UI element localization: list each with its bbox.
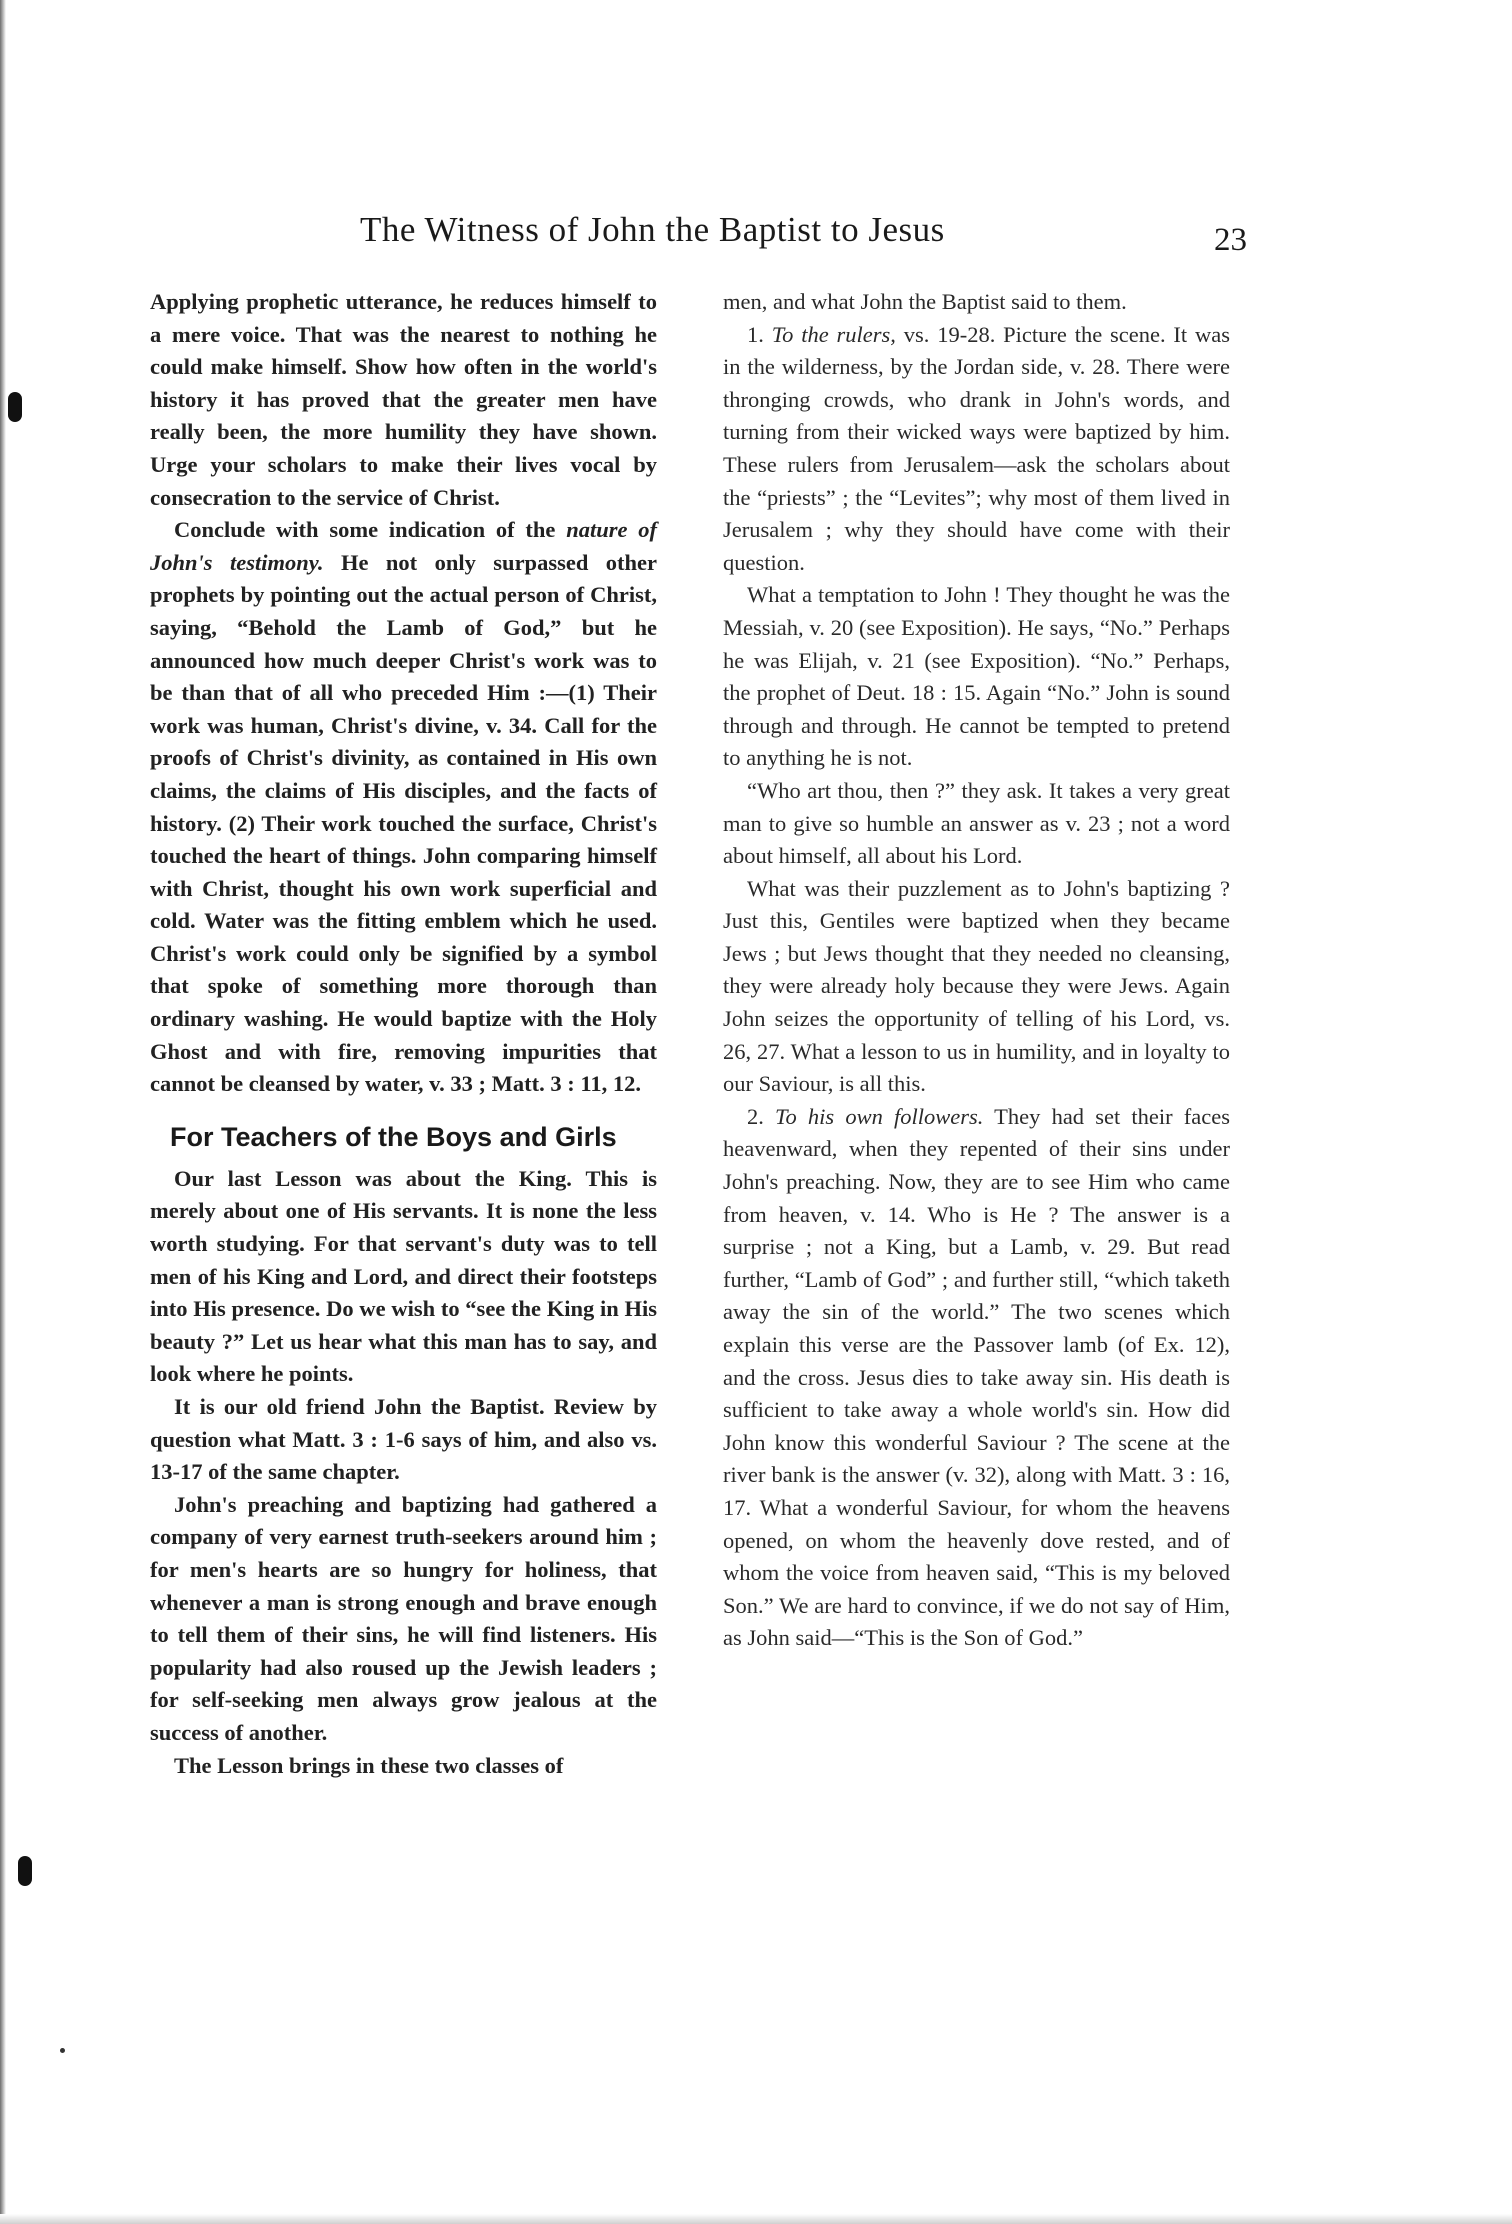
scan-edge-shadow [0, 0, 6, 2224]
emphasis-text: To his own followers. [775, 1103, 984, 1129]
paragraph [723, 1101, 1230, 1655]
paragraph: Applying prophetic utterance, he reduces himself to a mere voice. That was the nearest to nothing he could make himself. Show how often in the world's history it has proved that the greater men have really been, the more humility they have shown. Urge your scholars to make their lives vocal by consecration to the service of Christ. [150, 289, 657, 510]
paragraph-text: They had set their faces heavenward, when they repented of their sins under John's preaching. Now, they are to see Him who came from heaven, v. 14. Who is He ? The answer is a surprise ; not a King, but a Lamb, v. 29. But read further, “Lamb of God” ; and further still, “which taketh away the sin of the world.” The two scenes which explain this verse are the Passover lamb (of Ex. 12), and the cross. Jesus dies to take away sin. His death is sufficient to take away a whole world's sin. How did John know this wonderful Saviour ? The scene at the river bank is the answer (v. 32), along with Matt. 3 : 16, 17. What a wonderful Saviour, for whom the heavens opened, on whom the heavenly dove rested, and of whom the voice from heaven said, “This is my beloved Son.” We are hard to convince, if we do not say of Him, as John said—“This is the Son of God.” [723, 1103, 1230, 1651]
paragraph-lead: 1. [747, 321, 764, 347]
paragraph: It is our old friend John the Baptist. Review by question what Matt. 3 : 1-6 says of him, and also vs. 13-17 of the same chapter. [150, 1394, 657, 1485]
paragraph [723, 319, 1230, 580]
page-number: 23 [1214, 222, 1247, 258]
paragraph: What was their puzzlement as to John's baptizing ? Just this, Gentiles were baptized when they became Jews ; but Jews thought that they needed no cleansing, they were already holy because they were Jews. Again John seizes the opportunity of telling of his Lord, vs. 26, 27. What a lesson to us in humility, and in loyalty to our Saviour, is all this. [723, 875, 1230, 1097]
running-title: The Witness of John the Baptist to Jesus [360, 210, 945, 249]
emphasis-text: To the rulers, [771, 321, 896, 347]
paragraph-text: vs. 19-28. Picture the scene. It was in the wilderness, by the Jordan side, v. 28. There were thronging crowds, who drank in John's words, and turning from their wicked ways were baptized by him. These rulers from Jerusalem—ask the scholars about the “priests” ; the “Levites”; why most of them lived in Jerusalem ; why they should have come with their question. [723, 321, 1230, 575]
paragraph-text: He not only surpassed other prophets by pointing out the actual person of Christ, saying, “Behold the Lamb of God,” but he announced how much deeper Christ's work was to be than that of all who preceded Him :—(1) Their work was human, Christ's divine, v. 34. Call for the proofs of Christ's divinity, as contained in His own claims, the claims of His disciples, and the facts of history. (2) Their work touched the surface, Christ's touched the heart of things. John comparing himself with Christ, thought his own work superficial and cold. Water was the fitting emblem which he used. Christ's work could only be signified by a symbol that spoke of something more thorough than ordinary washing. He would baptize with the Holy Ghost and with fire, removing impurities that cannot be cleansed by water, v. 33 ; Matt. 3 : 11, 12. [150, 549, 657, 1097]
scan-speck [60, 2048, 65, 2053]
scan-bottom-shadow [0, 2214, 1512, 2224]
left-column [150, 286, 657, 1782]
emphasis-text: nature of John's testimony. [150, 517, 657, 575]
section-heading: For Teachers of the Boys and Girls [170, 1121, 617, 1152]
paragraph-lead: Conclude with some indication of the [174, 517, 556, 543]
right-column [723, 286, 1230, 1655]
paragraph: John's preaching and baptizing had gathered a company of very earnest truth-seekers around him ; for men's hearts are so hungry for holiness, that whenever a man is strong enough and brave enough to tell them of their sins, he will find listeners. His popularity had also roused up the Jewish leaders ; for self-seeking men always grow jealous at the success of another. [150, 1491, 657, 1745]
paragraph: “Who art thou, then ?” they ask. It takes a very great man to give so humble an answer as v. 23 ; not a word about himself, all about his Lord. [723, 777, 1230, 869]
paragraph [150, 514, 657, 1101]
binding-hole-top [8, 392, 22, 422]
paragraph: Our last Lesson was about the King. This is merely about one of His servants. It is none the less worth studying. For that servant's duty was to tell men of his King and Lord, and direct their footsteps into His presence. Do we wish to “see the King in His beauty ?” Let us hear what this man has to say, and look where he points. [150, 1165, 657, 1387]
binding-hole-bottom [18, 1856, 32, 1886]
paragraph: What a temptation to John ! They thought he was the Messiah, v. 20 (see Exposition). He says, “No.” Perhaps he was Elijah, v. 21 (see Exposition). “No.” Perhaps, the prophet of Deut. 18 : 15. Again “No.” John is sound through and through. He cannot be tempted to pretend to anything he is not. [723, 582, 1230, 771]
paragraph-lead: 2. [747, 1103, 764, 1129]
paragraph: men, and what John the Baptist said to them. [723, 289, 1127, 314]
paragraph: The Lesson brings in these two classes of [174, 1752, 564, 1778]
